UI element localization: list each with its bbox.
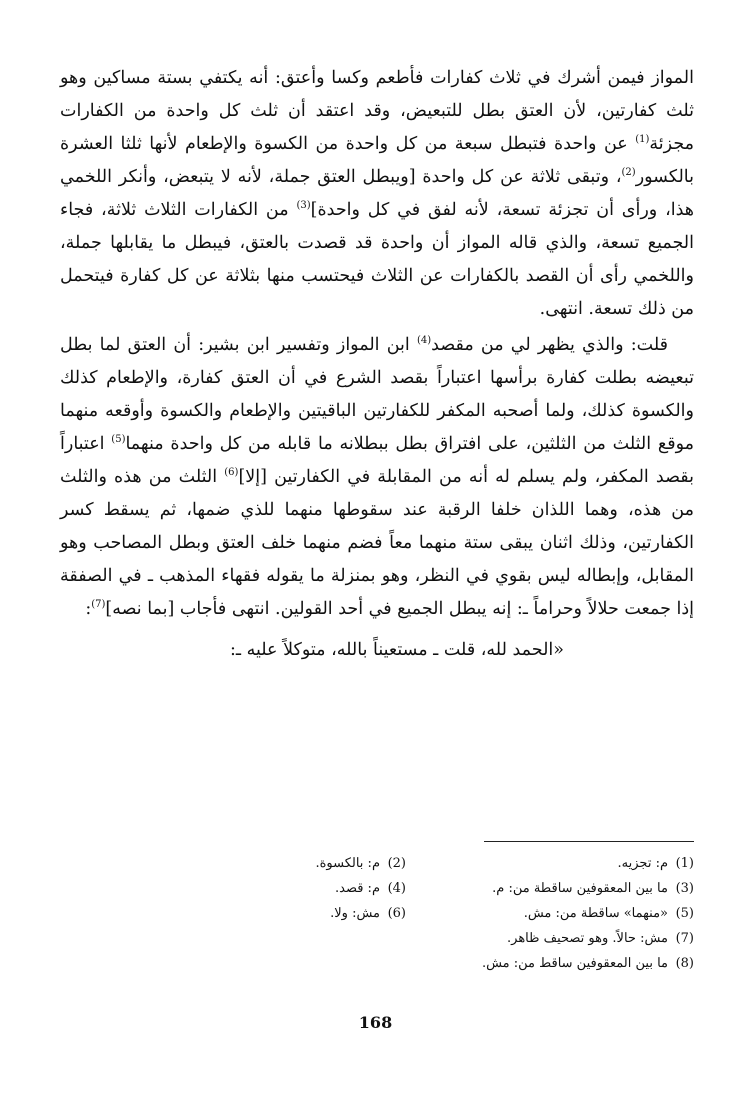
- footnote-number: (2): [387, 856, 406, 871]
- footnote-row: [60, 901, 694, 926]
- paragraph-text: قلت: والذي يظهر لي من مقصد: [431, 335, 668, 355]
- footnote: [118, 876, 406, 901]
- paragraph-2: [60, 329, 694, 626]
- footnote-row: [60, 876, 694, 901]
- footnote-row: [60, 951, 694, 976]
- footnote-number: (5): [675, 906, 694, 921]
- footnote-number: (6): [387, 906, 406, 921]
- footnote: [118, 901, 406, 926]
- footnote-ref: (2): [621, 167, 636, 179]
- paragraph-text: ابن المواز وتفسير ابن بشير: أن العتق لما بطل تبعيضه بطلت كفارة برأسها اعتباراً بقصد الشرع في أن العتق كفارة، والإطعام كذلك والكسوة كذلك، ولما أصحبه المكفر للكفارتين الباقيتين والإطعام والكسوة وأوقعه منهما موقع الثلث من الثلثين، على افتراق بطل ببطلانه ما قابله من كل واحدة منهما: [60, 335, 694, 454]
- footnote-ref: (1): [635, 134, 650, 146]
- footnote: [118, 851, 406, 876]
- footnote-text: م: قصد.: [334, 881, 380, 896]
- paragraph-text: الثلث من هذه والثلث من هذه، وهما اللذان خلفا الرقبة عند سقوطها منهما للذي ضمها، ثم يسقط كسر الكفارتين، وذلك اثنان يبقى ستة منهما معاً فضم منهما خلف العتق وبطل المصاحب وهو المقابل، وإبطاله ليس بقوي في النظر، وهو بمنزلة ما يقوله فقهاء المذهب ـ في الصفقة إذا جمعت حلالاً وحراماً ـ: إنه يبطل الجميع في أحد القولين. انتهى فأجاب [بما نصه]: [60, 467, 694, 619]
- footnote-text: مش: حالاً. وهو تصحيف ظاهر.: [507, 931, 668, 946]
- page-body: [60, 62, 694, 666]
- footnote-number: (4): [387, 881, 406, 896]
- footnote-ref: (3): [296, 200, 311, 212]
- footnote-text: ما بين المعقوفين ساقطة من: م.: [492, 881, 668, 896]
- footnote: [406, 901, 694, 926]
- page-number: 168: [358, 1013, 393, 1032]
- footnote-text: ما بين المعقوفين ساقط من: مش.: [481, 956, 668, 971]
- paragraph-text: المواز فيمن أشرك في ثلاث كفارات فأطعم وكسا وأعتق: أنه يكتفي بستة مساكين وهو ثلث كفارتين، لأن العتق بطل للتبعيض، وقد اعتقد أن ثلث كل واحدة من الكفارات مجزئة: [60, 68, 694, 154]
- footnote-ref: (6): [224, 467, 239, 479]
- footnote-number: (7): [675, 931, 694, 946]
- footnote-row: [60, 851, 694, 876]
- footnote-ref: (5): [111, 434, 126, 446]
- footnote-number: (1): [675, 856, 694, 871]
- footnote-number: (8): [675, 956, 694, 971]
- footnote-text: مش: ولا.: [330, 906, 380, 921]
- paragraph-text: عن واحدة فتبطل سبعة من كل واحدة من الكسوة والإطعام لأنها ثلثا العشرة بالكسور: [60, 134, 694, 187]
- footnote: [406, 951, 694, 976]
- footnote: [406, 926, 694, 951]
- paragraph-text: اعتباراً بقصد المكفر، ولم يسلم له أنه من المقابلة في الكفارتين [إلا]: [60, 434, 694, 487]
- footnote: [406, 876, 694, 901]
- footnote-row: [60, 926, 694, 951]
- paragraph-text: ، وتبقى ثلاثة عن كل واحدة [ويبطل العتق جملة، لأنه لا يتبعض، وأنكر اللخمي هذا، ورأى أن تجزئة تسعة، لأنه لفق في كل واحدة]: [60, 167, 694, 220]
- footnote-text: «منهما» ساقطة من: مش.: [523, 906, 668, 921]
- footnote-text: م: بالكسوة.: [315, 856, 380, 871]
- paragraph-1: [60, 62, 694, 326]
- footnote: [406, 851, 694, 876]
- footnote-text: م: تجزيه.: [617, 856, 668, 871]
- footnote-ref: (4): [416, 335, 432, 347]
- closing-line: «الحمد لله، قلت ـ مستعيناً بالله، متوكلاً عليه ـ:: [230, 640, 564, 660]
- paragraph-text: :: [85, 599, 92, 619]
- footnotes: [60, 851, 694, 976]
- footnote-divider: [484, 841, 694, 842]
- footnote-number: (3): [675, 881, 694, 896]
- footnote-ref: (7): [91, 599, 106, 611]
- paragraph-text: من الكفارات الثلاث ثلاثة، فجاء الجميع تسعة، والذي قاله المواز أن واحدة قد قصدت بالعتق، فيبطل ما يقابلها جملة، واللخمي رأى أن القصد بالكفارات عن الثلاث فيحتسب منها بثلاثة عن كل كفارة فيتحمل من ذلك تسعة. انتهى.: [60, 200, 694, 319]
